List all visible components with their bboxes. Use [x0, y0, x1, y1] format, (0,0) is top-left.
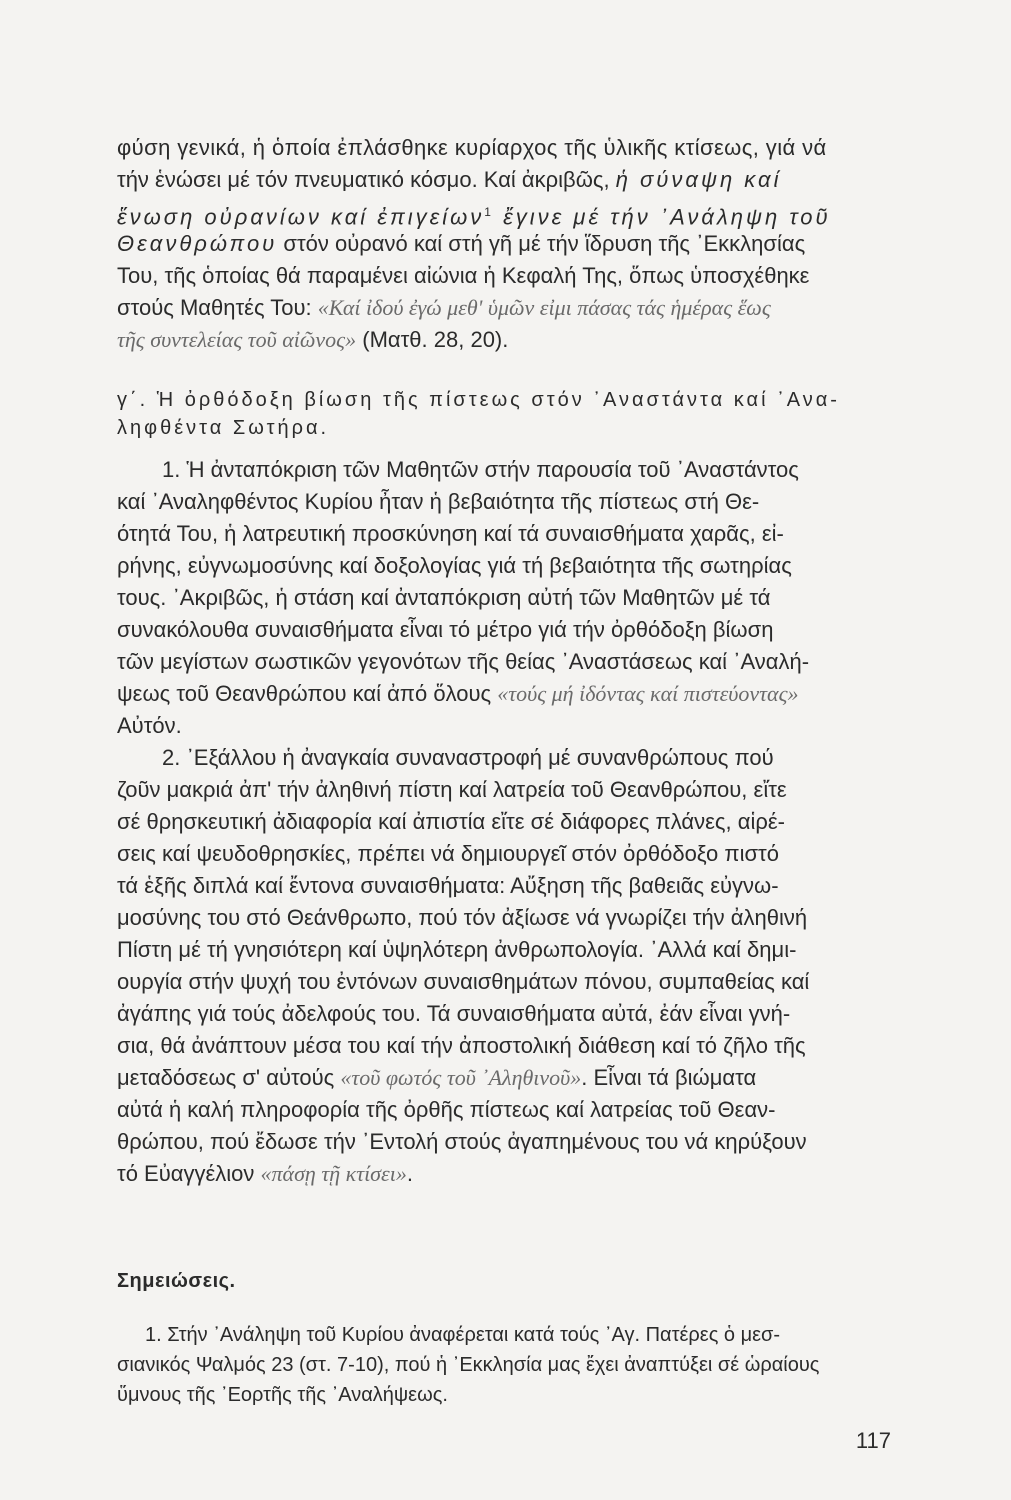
text-run: στόν οὐρανό καί στή γῆ μέ τήν ἵδρυση τῆς ᾿Εκκλησίας	[277, 231, 806, 256]
paragraph-2-line-1: 2. ᾿Εξάλλου ἡ ἀναγκαία συναναστροφή μέ συνανθρώπους πού	[162, 745, 774, 770]
text-run: (Ματθ. 28, 20).	[356, 327, 509, 352]
paragraph-2-line-6: μοσύνης του στό Θεάνθρωπο, πού τόν ἀξίωσε νά γνωρίζει τήν ἀληθινή	[117, 905, 808, 930]
paragraph-1-line-7: τῶν μεγίστων σωστικῶν γεγονότων τῆς θείας ᾿Αναστάσεως καί ᾿Αναλή-	[117, 649, 810, 674]
paragraph-1-line-2: καί ᾿Αναληφθέντος Κυρίου ἦταν ἡ βεβαιότητα τῆς πίστεως στή Θε-	[117, 489, 760, 514]
text-line-2	[117, 166, 781, 194]
paragraph-2-line-3: σέ θρησκευτική ἀδιαφορία καί ἀπιστία εἴτε σέ διάφορες πλάνες, αἱρέ-	[117, 809, 786, 834]
paragraph-2-line-5: τά ἑξῆς διπλά καί ἔντονα συναισθήματα: Αὔξηση τῆς βαθειᾶς εὐγνω-	[117, 873, 779, 898]
note-line-1: 1. Στήν ᾿Ανάληψη τοῦ Κυρίου ἀναφέρεται κατά τούς ᾿Αγ. Πατέρες ὁ μεσ-	[145, 1324, 781, 1346]
paragraph-2-line-8: ουργία στήν ψυχή του ἐντόνων συναισθημάτων πόνου, συμπαθείας καί	[117, 969, 810, 994]
text-line-3	[117, 198, 831, 231]
paragraph-1-line-9: Αὐτόν.	[117, 713, 182, 738]
quotation: «πάσῃ τῇ κτίσει»	[260, 1161, 407, 1186]
emphasis-text: Θεανθρώπου	[117, 231, 278, 256]
footnote-marker: 1	[484, 205, 494, 219]
paragraph-2-line-13: θρώπου, πού ἔδωσε τήν ᾿Εντολή στούς ἀγαπημένους του νά κηρύξουν	[117, 1129, 807, 1154]
section-heading-line-2: ληφθέντα Σωτήρα.	[117, 417, 330, 439]
paragraph-2-line-7: Πίστη μέ τή γνησιότερη καί ὑψηλότερη ἀνθρωπολογία. ᾿Αλλά καί δημι-	[117, 937, 797, 962]
paragraph-1-line-8	[117, 680, 799, 708]
text-run: .	[406, 1161, 413, 1186]
text-line-5: Του, τῆς ὁποίας θά παραμένει αἰώνια ἡ Κεφαλή Της, ὅπως ὑποσχέθηκε	[117, 263, 810, 288]
section-heading-line-1: γ΄. Ἡ ὀρθόδοξη βίωση τῆς πίστεως στόν ᾿Αναστάντα καί ᾿Ανα-	[117, 389, 840, 411]
quotation: τῆς συντελείας τοῦ αἰῶνος»	[117, 327, 357, 352]
paragraph-1-line-3: ότητά Του, ἡ λατρευτική προσκύνηση καί τά συναισθήματα χαρᾶς, εἰ-	[117, 521, 784, 546]
text-line-4	[117, 230, 805, 258]
quotation: «τούς μή ἰδόντας καί πιστεύοντας»	[497, 681, 799, 706]
text-run: στούς Μαθητές Του:	[117, 295, 318, 320]
notes-heading: Σημειώσεις.	[117, 1270, 236, 1292]
paragraph-2-line-10: σια, θά ἀνάπτουν μέσα του καί τήν ἀποστολική διάθεση καί τό ζῆλο τῆς	[117, 1033, 806, 1058]
text-run: τήν ἑνώσει μέ τόν πνευματικό κόσμο. Καί ἀκριβῶς,	[117, 167, 610, 192]
quotation: «τοῦ φωτός τοῦ ᾿Αληθινοῦ»	[340, 1065, 582, 1090]
text-line-1: φύση γενικά, ἡ ὁποία ἐπλάσθηκε κυρίαρχος τῆς ὑλικῆς κτίσεως, γιά νά	[117, 135, 827, 160]
paragraph-2-line-11	[117, 1064, 756, 1092]
emphasis-text: ἔγινε μέ τήν ᾿Ανάληψη τοῦ	[493, 204, 831, 230]
page-number: 117	[855, 1428, 891, 1453]
emphasis-text: ἡ σύναψη καί	[615, 167, 782, 192]
paragraph-2-line-2: ζοῦν μακριά ἀπ' τήν ἀληθινή πίστη καί λατρεία τοῦ Θεανθρώπου, εἴτε	[117, 777, 787, 802]
paragraph-1-line-1: 1. Ἡ ἀνταπόκριση τῶν Μαθητῶν στήν παρουσία τοῦ ᾿Αναστάντος	[162, 457, 799, 482]
paragraph-1-line-6: συνακόλουθα συναισθήματα εἶναι τό μέτρο γιά τήν ὀρθόδοξη βίωση	[117, 617, 774, 642]
quotation: «Καί ἰδού ἐγώ μεθ' ὑμῶν εἰμι πάσας τάς ἡμέρας ἕως	[317, 295, 771, 320]
text-run: μεταδόσεως σ' αὐτούς	[117, 1065, 341, 1090]
text-run: ψεως τοῦ Θεανθρώπου καί ἀπό ὅλους	[117, 681, 498, 706]
paragraph-2-line-9: ἀγάπης γιά τούς ἀδελφούς του. Τά συναισθήματα αὐτά, ἐάν εἶναι γνή-	[117, 1001, 791, 1026]
paragraph-1-line-4: ρήνης, εὐγνωμοσύνης καί δοξολογίας γιά τή βεβαιότητα τῆς σωτηρίας	[117, 553, 792, 578]
text-run: τό Εὐαγγέλιον	[117, 1161, 261, 1186]
paragraph-1-line-5: τους. ᾿Ακριβῶς, ἡ στάση καί ἀνταπόκριση αὐτή τῶν Μαθητῶν μέ τά	[117, 585, 771, 610]
emphasis-text: ἕνωση οὐρανίων καί ἐπιγείων	[117, 204, 485, 230]
note-line-3: ὕμνους τῆς ᾿Εορτῆς τῆς ᾿Αναλήψεως.	[117, 1384, 448, 1406]
text-line-7	[117, 326, 508, 354]
text-line-6	[117, 294, 771, 322]
paragraph-2-line-4: σεις καί ψευδοθρησκίες, πρέπει νά δημιουργεῖ στόν ὀρθόδοξο πιστό	[117, 841, 779, 866]
note-line-2: σιανικός Ψαλμός 23 (στ. 7-10), πού ἡ ᾿Εκκλησία μας ἔχει ἀναπτύξει σέ ὡραίους	[117, 1354, 820, 1376]
paragraph-2-line-14	[117, 1160, 413, 1188]
paragraph-2-line-12: αὐτά ἡ καλή πληροφορία τῆς ὀρθῆς πίστεως καί λατρείας τοῦ Θεαν-	[117, 1097, 776, 1122]
text-run: . Εἶναι τά βιώματα	[581, 1065, 757, 1090]
